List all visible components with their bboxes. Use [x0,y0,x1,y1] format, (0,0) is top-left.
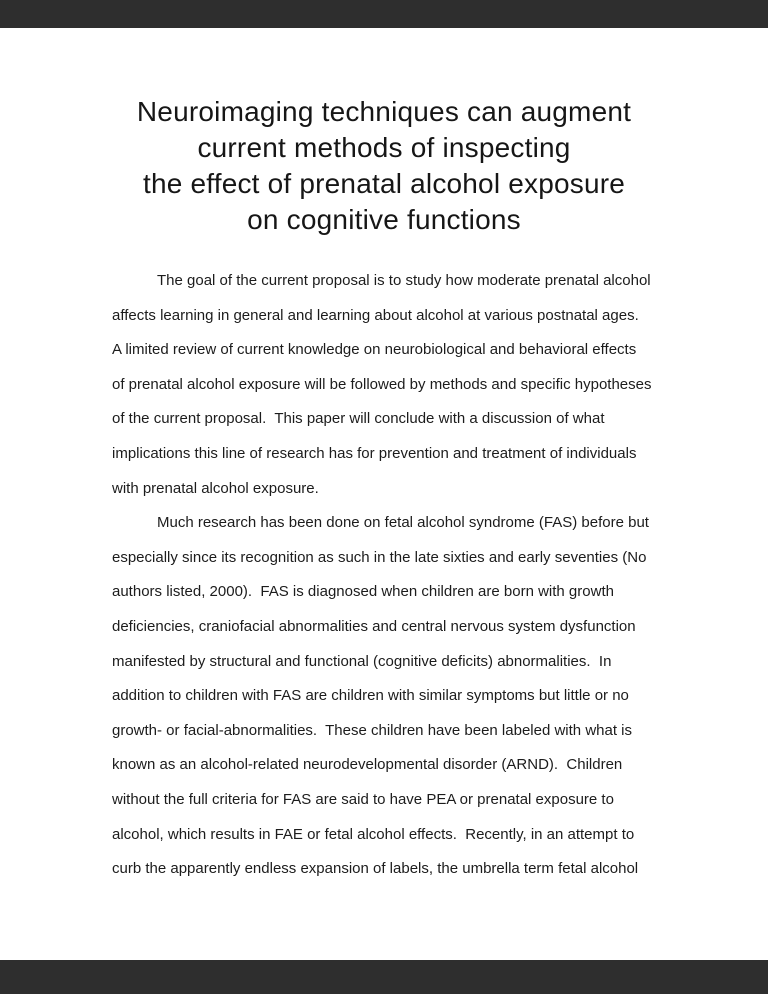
viewer-bottom-bar [0,960,768,994]
body-line: of the current proposal. This paper will conclude with a discussion of what [112,410,605,428]
title-line: on cognitive functions [247,204,521,235]
document-title [56,94,712,238]
body-line: The goal of the current proposal is to study how moderate prenatal alcohol [157,272,651,289]
document-body [112,264,658,887]
body-line: deficiencies, craniofacial abnormalities and central nervous system dysfunction [112,617,636,635]
body-line: with prenatal alcohol exposure. [112,479,319,497]
body-line: without the full criteria for FAS are said to have PEA or prenatal exposure to [112,790,614,808]
body-line: Much research has been done on fetal alcohol syndrome (FAS) before but [157,514,649,532]
title-line: Neuroimaging techniques can augment [136,96,632,127]
body-line: of prenatal alcohol exposure will be followed by methods and specific hypotheses [112,375,652,393]
body-line: addition to children with FAS are children with similar symptoms but little or no [112,687,629,705]
viewer-top-bar [0,0,768,28]
body-line: curb the apparently endless expansion of labels, the umbrella term fetal alcohol [112,860,639,878]
title-line: current methods of inspecting [197,132,571,163]
document-page [0,28,768,960]
body-line: growth- or facial-abnormalities. These children have been labeled with what is [112,721,632,739]
body-line: known as an alcohol-related neurodevelopmental disorder (ARND). Children [112,756,623,774]
body-line: especially since its recognition as such in the late sixties and early seventies (No [112,548,647,566]
title-line: the effect of prenatal alcohol exposure [142,168,626,199]
body-line: manifested by structural and functional (cognitive deficits) abnormalities. In [112,652,612,670]
body-line: A limited review of current knowledge on neurobiological and behavioral effects [112,341,637,359]
body-line: authors listed, 2000). FAS is diagnosed when children are born with growth [112,583,614,601]
body-line: affects learning in general and learning about alcohol at various postnatal ages. [112,306,639,324]
body-line: implications this line of research has for prevention and treatment of individuals [112,444,637,462]
body-line: alcohol, which results in FAE or fetal alcohol effects. Recently, in an attempt to [112,825,635,843]
